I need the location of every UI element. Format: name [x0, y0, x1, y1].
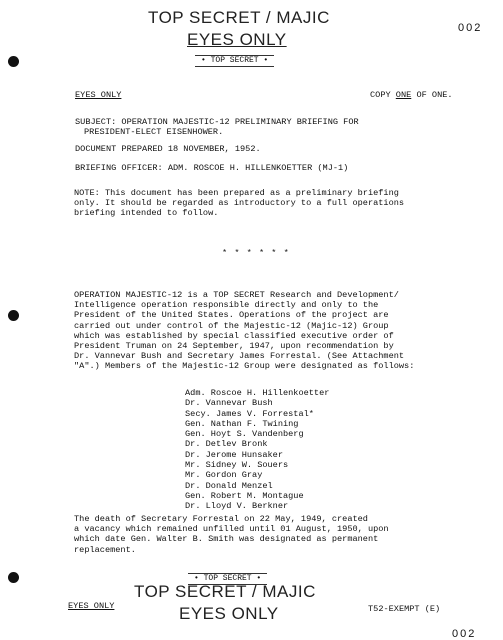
footer-page-number: 002 [452, 628, 477, 640]
separator: * * * * * * [222, 248, 290, 258]
footer-stamp-top-secret-small: • TOP SECRET • [188, 573, 267, 585]
member-name: Dr. Detlev Bronk [185, 439, 268, 450]
copy-suffix: OF ONE. [411, 90, 453, 100]
copy-label [370, 90, 453, 100]
punch-hole-top [8, 56, 19, 67]
briefing-officer: BRIEFING OFFICER: ADM. ROSCOE H. HILLENKOETTER (MJ-1) [75, 163, 349, 173]
note-line: NOTE: This document has been prepared as a preliminary briefing [74, 188, 399, 198]
punch-hole-bottom [8, 572, 19, 583]
note-line: only. It should be regarded as introductory to a full operations [74, 198, 405, 209]
subject-line-2: PRESIDENT-ELECT EISENHOWER. [84, 127, 224, 137]
member-name: Gen. Nathan F. Twining [185, 418, 299, 429]
members-list [185, 388, 329, 512]
stamp-top-secret-small: • TOP SECRET • [195, 55, 274, 67]
footer-stamp-top-secret-majic: TOP SECRET / MAJIC [134, 582, 316, 601]
body-paragraph [74, 290, 414, 372]
member-name: Dr. Lloyd V. Berkner [185, 501, 289, 512]
member-name: Dr. Jerome Hunsaker [185, 449, 283, 460]
member-name: Adm. Roscoe H. Hillenkoetter [185, 388, 330, 398]
note-paragraph [74, 188, 404, 219]
body-line: Dr. Vannevar Bush and Secretary James Forrestal. (See Attachment [74, 351, 405, 362]
footnote-line: The death of Secretary Forrestal on 22 May, 1949, created [74, 514, 368, 524]
footnote-paragraph [74, 514, 389, 555]
member-name: Gen. Robert M. Montague [185, 490, 304, 501]
footer-stamp-eyes-only: EYES ONLY [179, 604, 279, 623]
body-line: "A".) Members of the Majestic-12 Group were designated as follows: [74, 361, 415, 372]
body-line: President of the United States. Operations of the project are [74, 310, 389, 321]
note-line: briefing intended to follow. [74, 208, 219, 219]
punch-hole-middle [8, 310, 19, 321]
subject-line-1: SUBJECT: OPERATION MAJESTIC-12 PRELIMINARY BRIEFING FOR [75, 117, 359, 127]
body-line: carried out under control of the Majestic-12 (Majic-12) Group [74, 320, 389, 331]
member-name: Dr. Donald Menzel [185, 480, 273, 491]
body-line: Intelligence operation responsible directly and only to the [74, 300, 379, 311]
copy-one: ONE [395, 90, 412, 100]
member-name: Dr. Vannevar Bush [185, 398, 273, 409]
member-name: Mr. Gordon Gray [185, 470, 263, 481]
stamp-top-secret-majic: TOP SECRET / MAJIC [148, 8, 330, 27]
footnote-line: which date Gen. Walter B. Smith was designated as permanent [74, 534, 379, 545]
body-line: OPERATION MAJESTIC-12 is a TOP SECRET Research and Development/ [74, 290, 399, 300]
stamp-eyes-only: EYES ONLY [187, 30, 287, 49]
footer-eyes-only: EYES ONLY [68, 601, 115, 611]
footnote-line: a vacancy which remained unfilled until 01 August, 1950, upon [74, 524, 389, 535]
page-number: 002 [458, 22, 483, 34]
body-line: President Truman on 24 September, 1947, upon recommendation by [74, 341, 394, 352]
copy-prefix: COPY [370, 90, 396, 100]
eyes-only-label: EYES ONLY [75, 90, 122, 100]
member-name: Gen. Hoyt S. Vandenberg [185, 429, 304, 440]
member-name: Mr. Sidney W. Souers [185, 460, 289, 471]
footer-exempt-code: T52-EXEMPT (E) [368, 604, 441, 614]
member-name: Secy. James V. Forrestal* [185, 408, 314, 419]
body-line: which was established by special classified executive order of [74, 330, 394, 341]
document-prepared: DOCUMENT PREPARED 18 NOVEMBER, 1952. [75, 144, 261, 154]
footnote-line: replacement. [74, 544, 136, 555]
